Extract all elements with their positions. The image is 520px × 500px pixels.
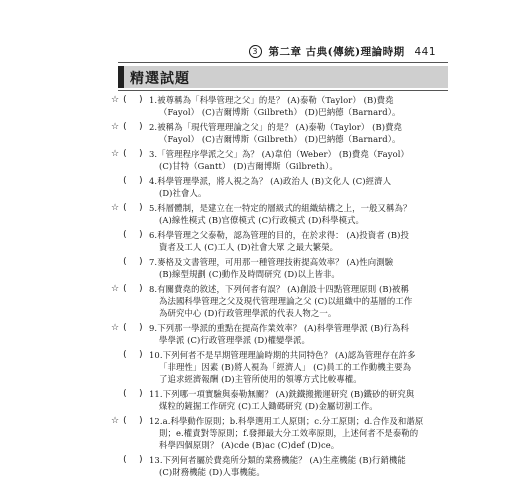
question-text [149,148,449,172]
question-line: (A)線性模式 (B)官僚模式 (C)行政模式 (D)科學模式。 [159,215,365,225]
question-item [0,388,520,412]
star-icon: ☆ [111,416,120,426]
question-text [149,349,449,385]
question-line: 8.有關費堯的敘述，下列何者有誤？ (A)創設十四點管理原則 (B)被稱 [149,284,409,294]
question-text [149,121,449,145]
answer-blank[interactable]: ( ) [122,203,144,213]
answer-blank[interactable]: ( ) [122,284,144,294]
answer-blank[interactable]: ( ) [122,416,144,426]
section-title: 精選試題 [130,71,190,87]
question-line: （Fayol） (C)吉爾博斯（Gilbreth） (D)巴納德（Barnard）。 [159,134,401,144]
question-line: 9.下列那一學派的重點在提高作業效率？ (A)科學管理學派 (B)行為科 [149,323,409,333]
question-line: 則；e.權責對等原則；f.發揮最大分工效率原則，上述何者不是泰勒的 [159,428,419,438]
question-line: 7.麥格及文書管理，可用那一種管理技術提高效率？ (A)性向測驗 [149,257,394,267]
question-text [149,454,449,478]
question-item [0,256,520,280]
question-text [149,202,449,226]
chapter-number-badge: 3 [249,45,262,58]
question-line: 13.下列何者屬於費堯所分類的業務機能？ (A)生產機能 (B)行銷機能 [149,455,406,465]
title-top-rule [118,62,448,63]
answer-blank[interactable]: ( ) [122,122,144,132]
question-line: (C)財務機能 (D)人事機能。 [159,467,265,477]
question-line: 「非理性」因素 (B)將人視為「經濟人」 (C)員工的工作動機主要為 [159,362,412,372]
star-icon: ☆ [111,323,120,333]
question-line: 煤粒的鏟掘工作研究 (C)工人鋤碼研究 (D)金屬切割工作。 [159,401,378,411]
answer-blank[interactable]: ( ) [122,95,144,105]
title-bottom-rule [118,90,448,91]
question-item [0,454,520,478]
question-line: 科學四個原則？ (A)cde (B)ac (C)def (D)ce。 [159,440,340,450]
question-line: 11.下列哪一項實驗與泰勒無關？ (A)銑鐵搬搬運研究 (B)鐵砂的研究與 [149,389,415,399]
star-icon: ☆ [111,95,120,105]
question-line: 資者及工人 (C)工人 (D)社會大眾 之最大繁榮。 [159,242,339,252]
star-icon: ☆ [111,122,120,132]
question-line: 5.科層體制，是建立在一特定的層級式的組織結構之上，一般又稱為？ [149,203,412,213]
question-line: 4.科學管理學派，將人視之為？ (A)政治人 (B)文化人 (C)經濟人 [149,176,392,186]
answer-blank[interactable]: ( ) [122,257,144,267]
question-list [0,94,520,481]
question-item [0,415,520,451]
running-header [249,44,436,59]
question-item [0,202,520,226]
question-text [149,388,449,412]
question-line: 為法國科學管理之父及現代管理理論之父 (C)以組織中的基層的工作 [159,296,413,306]
answer-blank[interactable]: ( ) [122,455,144,465]
chapter-title: 第二章 古典(傳統)理論時期 [268,46,405,58]
question-line: 6.科學管理之父泰勒，認為管理的目的，在於求得： (A)投資者 (B)投 [149,230,409,240]
answer-blank[interactable]: ( ) [122,389,144,399]
question-line: （Fayol） (C)吉爾博斯（Gilbreth） (D)巴納德（Barnard）。 [159,107,401,117]
question-item [0,349,520,385]
question-line: 學學派 (C)行政管理學派 (D)權變學派。 [159,335,310,345]
question-line: (C)甘特（Gantt） (D)吉爾博斯（Gilbreth）。 [159,161,338,171]
answer-blank[interactable]: ( ) [122,323,144,333]
star-icon: ☆ [111,149,120,159]
question-text [149,415,449,451]
question-line: 2.被稱為「現代管理理論之父」的是？ (A)泰勒（Taylor） (B)費堯 [149,122,403,132]
answer-blank[interactable]: ( ) [122,230,144,240]
question-item [0,121,520,145]
question-item [0,94,520,118]
star-icon: ☆ [111,284,120,294]
question-text [149,229,449,253]
question-line: 1.被尊稱為「科學管理之父」的是？ (A)泰勒（Taylor） (B)費堯 [149,95,394,105]
question-text [149,322,449,346]
question-line: (D)社會人。 [159,188,207,198]
answer-blank[interactable]: ( ) [122,176,144,186]
question-line: (B)線型規劃 (C)動作及時間研究 (D)以上皆非。 [159,269,340,279]
title-accent-block [118,66,124,88]
question-item [0,283,520,319]
page-number: 441 [414,46,436,58]
question-text [149,94,449,118]
section-title-bar [118,66,448,88]
question-text [149,175,449,199]
question-line: 為研究中心 (D)行政管理學派的代表人物之一。 [159,308,337,318]
question-item [0,322,520,346]
question-item [0,175,520,199]
question-line: 3.「管理程序學派之父」為？ (A)韋伯（Weber） (B)費堯（Fayol） [149,149,409,159]
question-text [149,283,449,319]
answer-blank[interactable]: ( ) [122,149,144,159]
question-line: 12.a.科學動作原則；b.科學選用工人原則；c.分工原則；d.合作及和諧原 [149,416,424,426]
question-text [149,256,449,280]
question-item [0,229,520,253]
star-icon: ☆ [111,203,120,213]
question-line: 10.下列何者不是早期管理理論時期的共同特色？ (A)認為管理存在許多 [149,350,416,360]
question-item [0,148,520,172]
answer-blank[interactable]: ( ) [122,350,144,360]
question-line: 了追求經濟報酬 (D)主管所使用的領導方式比較專權。 [159,374,362,384]
